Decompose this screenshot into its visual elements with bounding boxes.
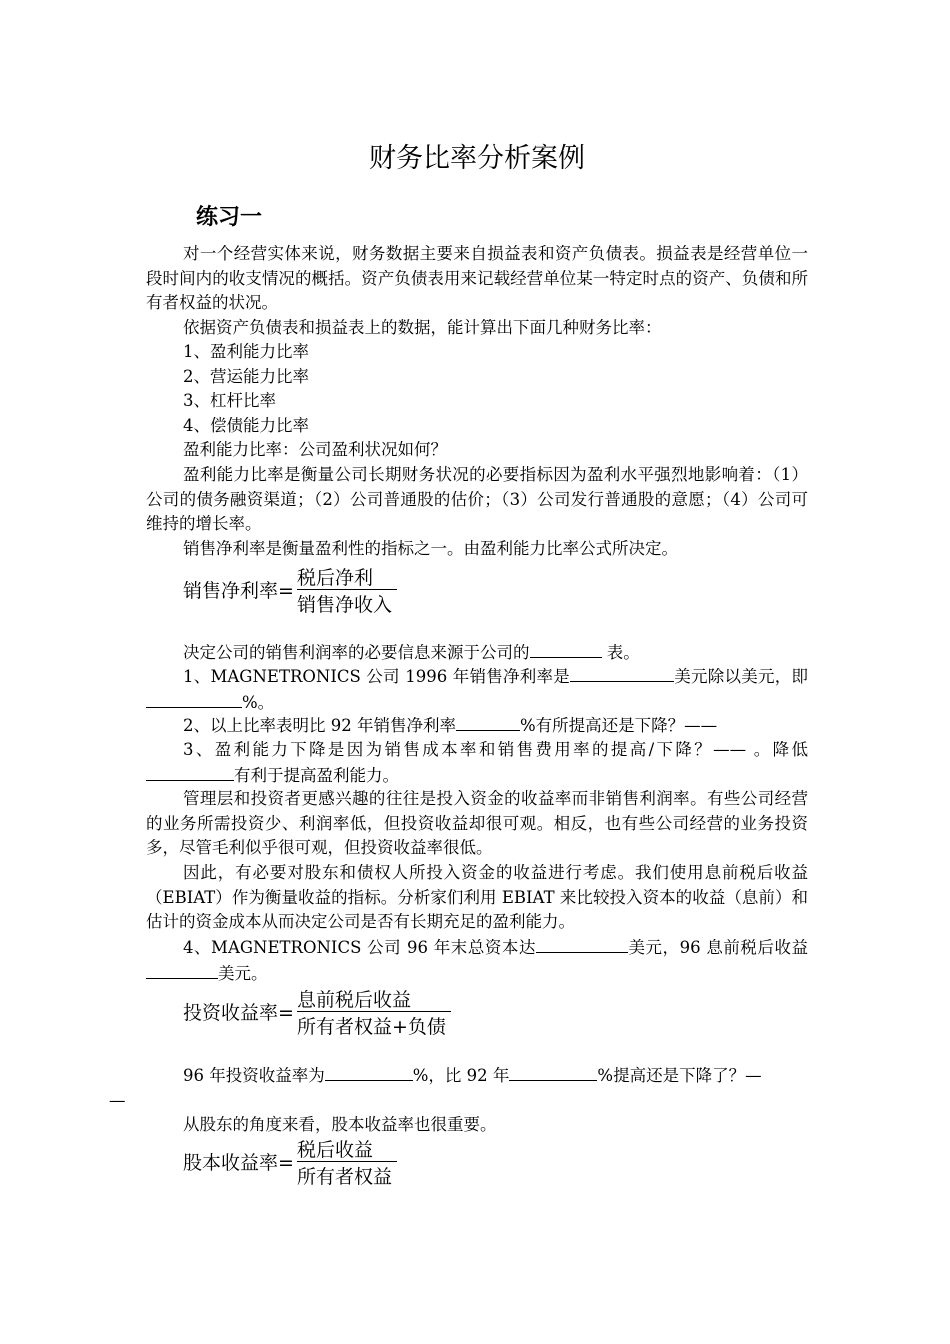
formula-lhs: 销售净利率= — [183, 580, 294, 602]
list-item: 2、营运能力比率 — [183, 367, 309, 386]
question-4: 4、MAGNETRONICS 公司 96 年末总资本达 美元，96 息前税后收益美元。 — [146, 935, 808, 986]
formula-numerator: 税后净利 — [297, 567, 374, 589]
formula-lhs: 投资收益率= — [183, 1002, 294, 1024]
formula-denominator: 销售净收入 — [297, 594, 393, 616]
answer-blank[interactable] — [456, 713, 520, 731]
formula-lhs: 股本收益率= — [183, 1152, 294, 1174]
question-2: 2、以上比率表明比 92 年销售净利率 %有所提高还是下降？—— — [146, 713, 808, 739]
formula-numerator: 息前税后收益 — [297, 989, 412, 1011]
ratios-intro: 依据资产负债表和损益表上的数据，能计算出下面几种财务比率： — [183, 318, 662, 337]
list-item: 4、偿债能力比率 — [183, 416, 309, 435]
answer-blank[interactable] — [536, 935, 628, 953]
answer-blank[interactable] — [146, 763, 234, 781]
list-item: 1、盈利能力比率 — [183, 342, 309, 361]
intro-paragraph: 对一个经营实体来说，财务数据主要来自损益表和资产负债表。损益表是经营单位一段时间内的收支情况的概括。资产负债表用来记载经营单位某一特定时点的资产、负债和所有者权益的状况。 — [146, 244, 808, 312]
answer-blank[interactable] — [146, 690, 242, 708]
profit-question: 盈利能力比率：公司盈利状况如何？ — [183, 440, 447, 459]
management-paragraph: 管理层和投资者更感兴趣的往往是投入资金的收益率而非销售利润率。有些公司经营的业务所需投资少、利润率低，但投资收益却很可观。相反，也有些公司经营的业务投资多，尽管毛利似乎很可观，但投资收益率很低。 — [146, 789, 808, 857]
net-margin-description: 销售净利率是衡量盈利性的指标之一。由盈利能力比率公式所决定。 — [183, 539, 678, 558]
answer-blank[interactable] — [325, 1063, 413, 1081]
formula-numerator: 税后收益 — [297, 1139, 374, 1161]
answer-blank[interactable] — [509, 1063, 597, 1081]
shareholder-paragraph: 从股东的角度来看，股本收益率也很重要。 — [183, 1115, 497, 1134]
answer-blank[interactable] — [530, 640, 602, 658]
list-item: 3、杠杆比率 — [183, 391, 276, 410]
profit-description: 盈利能力比率是衡量公司长期财务状况的必要指标因为盈利水平强烈地影响着：（1）公司的债务融资渠道；（2）公司普通股的估价；（3）公司发行普通股的意愿；（4）公司可维持的增长率。 — [146, 465, 808, 533]
question-0: 决定公司的销售利润率的必要信息来源于公司的 表。 — [146, 640, 808, 666]
question-5: 96 年投资收益率为 %，比 92 年 %提高还是下降了？— — — [146, 1063, 808, 1113]
section-heading: 练习一 — [196, 205, 263, 230]
formula-denominator: 所有者权益 — [297, 1166, 393, 1188]
ebiat-paragraph: 因此，有必要对股东和债权人所投入资金的收益进行考虑。我们使用息前税后收益（EBIAT）作为衡量收益的指标。分析家们利用 EBIAT 来比较投入资本的收益（息前）和估计的资金成本从而决定公司是否有长期充足的盈利能力。 — [146, 863, 808, 931]
answer-blank[interactable] — [570, 664, 674, 682]
page-title: 财务比率分析案例 — [369, 143, 585, 174]
formula-denominator: 所有者权益+负债 — [297, 1016, 446, 1038]
answer-blank[interactable] — [146, 961, 218, 979]
question-3: 3、盈利能力下降是因为销售成本率和销售费用率的提高/下降？—— 。降低有利于提高盈利能力。 — [146, 738, 808, 788]
question-1: 1、MAGNETRONICS 公司 1996 年销售净利率是 美元除以美元，即%。 — [146, 664, 808, 715]
